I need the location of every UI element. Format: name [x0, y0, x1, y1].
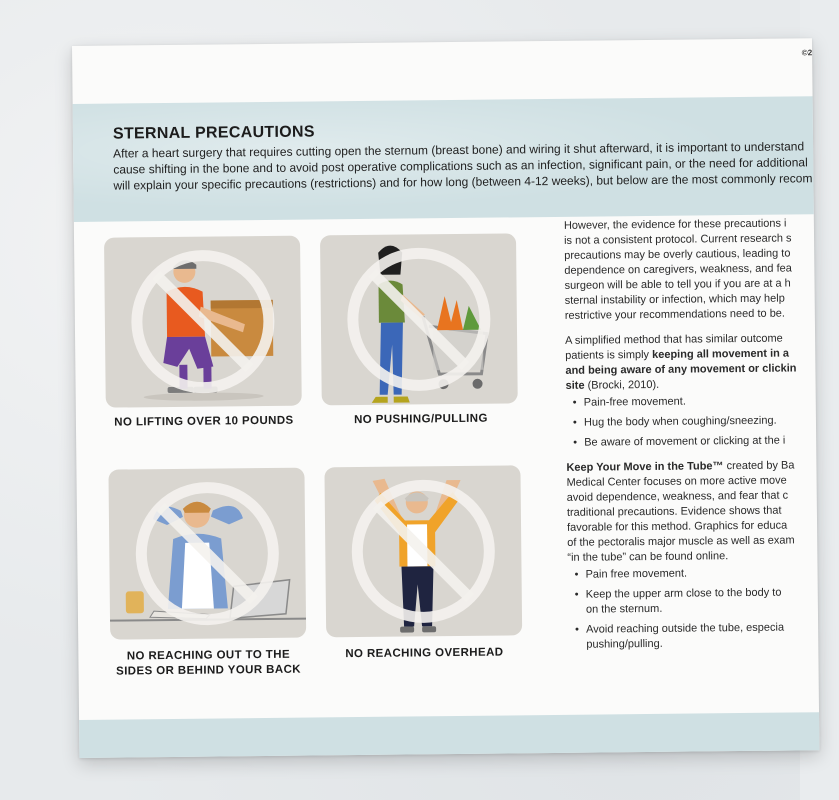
- right-column-text: [564, 216, 829, 663]
- pushing-cart-icon: [320, 233, 518, 405]
- caption-no-pushing: NO PUSHING/PULLING: [354, 412, 488, 427]
- card-no-reaching-overhead: [324, 465, 522, 637]
- list-item: • Hug the body when coughing/sneezing.: [566, 413, 826, 431]
- intro-line: will explain your specific precautions (restrictions) and for how long (between 4-12 weeks), but below are the most commonly recom: [113, 171, 813, 193]
- simplified-method-paragraph: A simplified method that has similar outcome patients is simply keeping all movement in a and being aware of any movement or clickin site (Brocki, 2010).: [565, 332, 797, 392]
- caption-no-reaching-behind: NO REACHING OUT TO THE SIDES OR BEHIND YOUR BACK: [116, 648, 302, 678]
- caption-no-lifting: NO LIFTING OVER 10 POUNDS: [114, 414, 294, 429]
- list-item: • Pain-free movement.: [566, 393, 826, 411]
- card-no-reaching-behind: [108, 468, 306, 640]
- evidence-paragraph: However, the evidence for these precautions i is not a consistent protocol. Current research s precautions may be overly cautious, leading to dependence on caregivers, weakness, and fea surgeon will be able to tell you if you are at a h sternal instability or infection, which may help restrictive your recommendations need to be.: [563, 217, 792, 322]
- page-title: STERNAL PRECAUTIONS: [112, 123, 315, 143]
- caption-no-reaching-overhead: NO REACHING OVERHEAD: [345, 646, 504, 661]
- card-no-lifting: [104, 236, 302, 408]
- list-item: • Avoid reaching outside the tube, especia pushing/pulling.: [568, 620, 828, 653]
- list-item: • Pain free movement.: [567, 565, 827, 583]
- card-no-pushing: [320, 233, 518, 405]
- intro-line: cause shifting in the bone and to avoid post operative complications such as an infection, significant pain, or the need for additional: [113, 155, 808, 177]
- handout-page: [72, 38, 819, 758]
- simplified-method-list: [566, 393, 827, 451]
- lifting-box-icon: [104, 236, 302, 408]
- move-in-the-tube-list: [567, 565, 828, 653]
- intro-paragraph: [113, 138, 833, 194]
- reaching-overhead-icon: [324, 465, 522, 637]
- list-item: • Be aware of movement or clicking at the i: [566, 433, 826, 451]
- footer-band: [79, 712, 819, 758]
- move-in-the-tube-paragraph: Keep Your Move in the Tube™ created by Ba Medical Center focuses on more active move avoid dependence, weakness, and fear that c traditional precautions. Evidence shows that favorable for this method. Graphics for educa of the pectoralis major muscle as well as exam “in the tube” can be found online.: [566, 459, 795, 564]
- reaching-behind-icon: [108, 468, 306, 640]
- copyright-text: ©2: [801, 48, 813, 58]
- intro-line: After a heart surgery that requires cutting open the sternum (breast bone) and wiring it shut afterward, it is important to understand: [113, 139, 805, 161]
- list-item: • Keep the upper arm close to the body to on the sternum.: [568, 585, 828, 618]
